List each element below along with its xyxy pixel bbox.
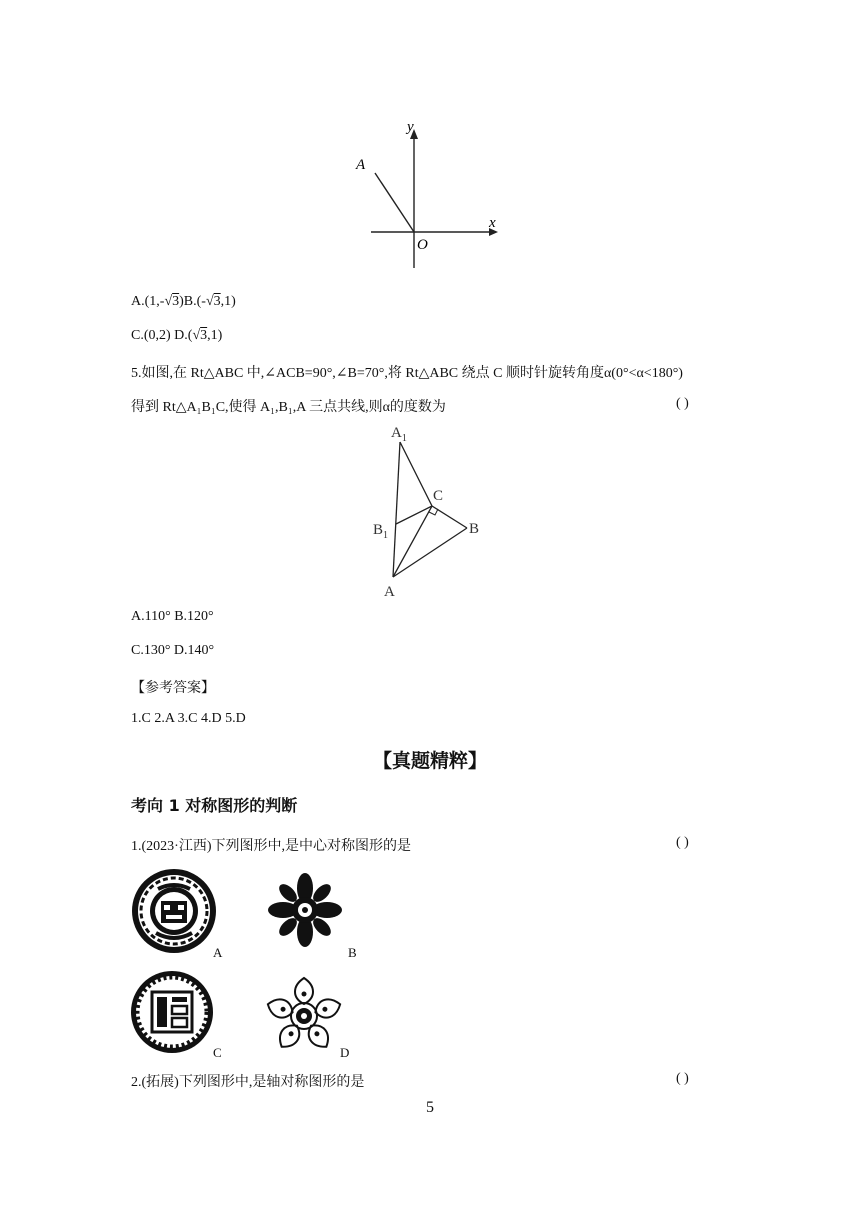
q5-stem-line1: 5.如图,在 Rt△ABC 中,∠ACB=90°,∠B=70°,将 Rt△ABC 绕点 C 顺时针旋转角度α(0°<α<180°) (131, 366, 683, 381)
option-d-lotus-image (262, 972, 346, 1056)
q4-options-line1: A.(1,-√3)B.(-√3,1) (131, 294, 236, 309)
label-A: A (356, 157, 366, 173)
q5-options-line2: C.130° D.140° (131, 643, 215, 658)
option-b-flower-image (265, 870, 345, 950)
segment-CB (432, 506, 467, 528)
q4-options-line2: C.(0,2) D.(√3,1) (131, 328, 223, 343)
label-A1: $A_1$ (391, 425, 407, 444)
q5-answer-paren: ( ) (676, 396, 689, 411)
label-B1: $B_1$ (373, 522, 389, 541)
option-d-label: D (340, 1045, 350, 1060)
q5-options-line1: A.110° B.120° (131, 609, 214, 624)
segment-AC (393, 506, 432, 577)
label-O: O (417, 237, 428, 253)
q5-stem-line2: 得到 Rt△A₁B₁C,使得 A₁,B₁,A 三点共线,则α的度数为 (131, 400, 446, 415)
p1-answer-paren: ( ) (676, 835, 689, 850)
page-number: 5 (426, 1099, 434, 1116)
p2-stem: 2.(拓展)下列图形中,是轴对称图形的是 (131, 1075, 365, 1090)
option-b-label: B (348, 945, 357, 960)
p2-answer-paren: ( ) (676, 1071, 689, 1086)
q4-coordinate-figure (355, 115, 505, 275)
option-a-label: A (213, 945, 223, 960)
answers-list: 1.C 2.A 3.C 4.D 5.D (131, 711, 246, 726)
segment-A1A (393, 442, 400, 577)
option-a-emblem-image (130, 867, 218, 955)
section-title: 【真题精粹】 (372, 750, 487, 772)
option-c-label: C (213, 1045, 222, 1060)
option-c-fu-emblem-image (130, 970, 214, 1054)
segment-AB (393, 528, 467, 577)
q5-triangle-figure (365, 420, 500, 602)
label-A: A (384, 584, 395, 600)
label-B: B (469, 521, 480, 537)
ray-OA (375, 173, 414, 232)
label-C: C (433, 488, 444, 504)
label-x: x (489, 215, 496, 231)
segment-A1C (400, 442, 432, 506)
answers-heading: 【参考答案】 (131, 681, 215, 696)
p1-stem: 1.(2023·江西)下列图形中,是中心对称图形的是 (131, 839, 411, 854)
section-subtitle: 考向 1 对称图形的判断 (131, 796, 298, 815)
label-y: y (407, 119, 414, 135)
